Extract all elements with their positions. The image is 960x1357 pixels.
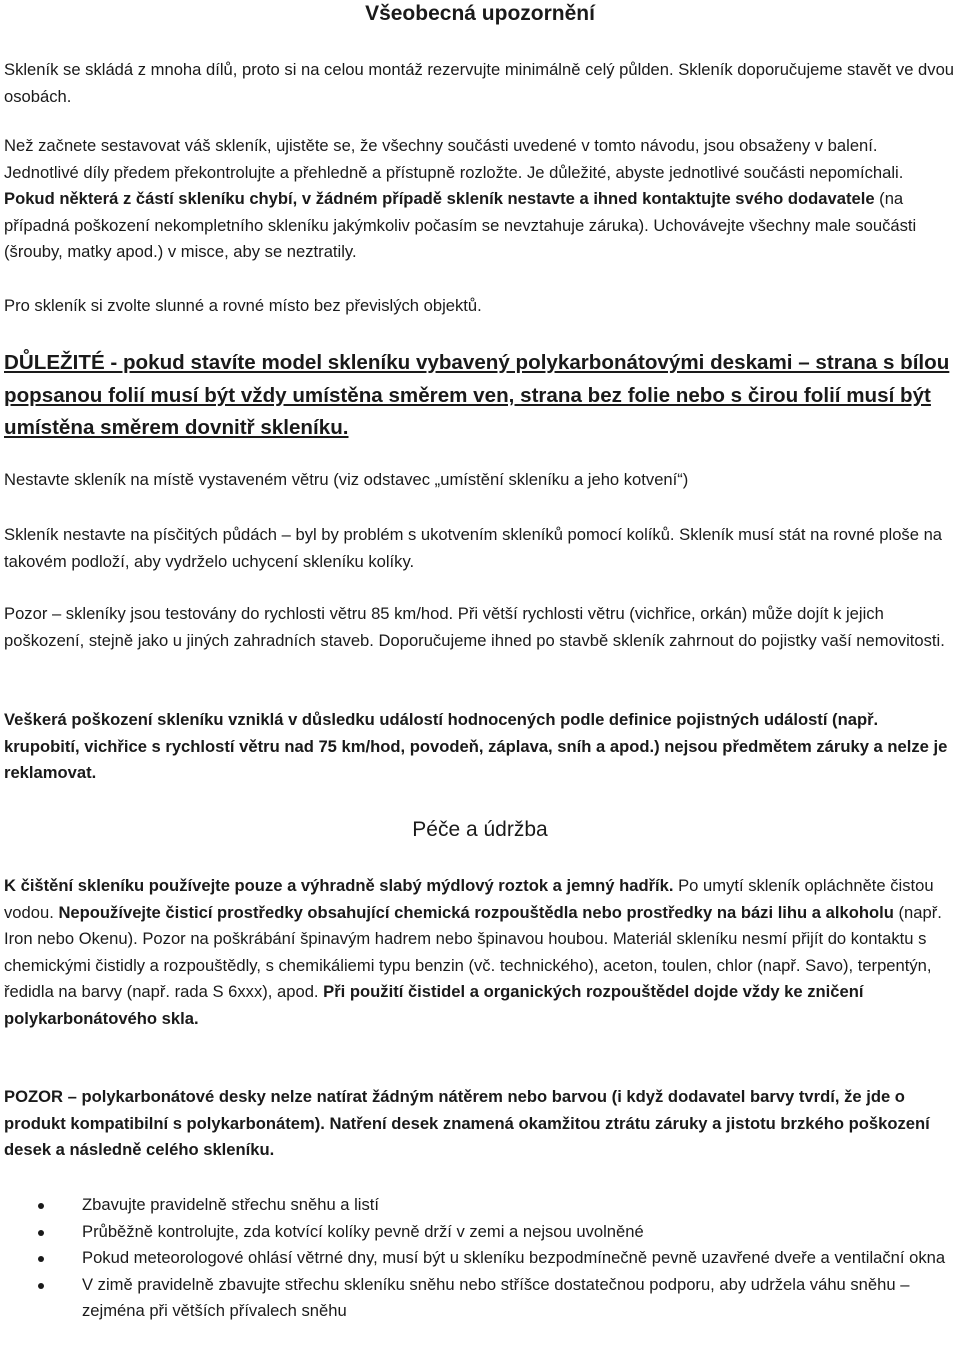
paragraph-location: Pro skleník si zvolte slunné a rovné místo bez převislých objektů. <box>4 296 482 315</box>
no-chemicals-warning: Nepoužívejte čisticí prostředky obsahující chemická rozpouštědla nebo prostředky na bázi lihu a alkoholu <box>58 902 894 922</box>
heading-care-maintenance: Péče a údržba <box>412 818 548 841</box>
paragraph-no-paint: POZOR – polykarbonátové desky nelze natírat žádným nátěrem nebo barvou (i když dodavatel barvy tvrdí, že jde o produkt kompatibilní s polykarbonátem). Natření desek znamená okamžitou ztrátu záruky a jistotu brzkého poškození desek a následně celého skleníku. <box>4 1087 930 1160</box>
list-item <box>4 1192 956 1219</box>
list-item-text: V zimě pravidelně zbavujte střechu skleníku sněhu nebo stříšce dostatečnou podporu, aby udržela váhu sněhu – zejména při větších přívalech sněhu <box>82 1274 910 1321</box>
paragraph-wind-speed: Pozor – skleníky jsou testovány do rychlosti větru 85 km/hod. Při větší rychlosti větru (vichřice, orkán) může dojít k jejich poškození, stejně jako u jiných zahradních staveb. Doporučujeme ihned po stavbě skleník zahrnout do pojistky vaší nemovitosti. <box>4 604 945 650</box>
paragraph-assembly-time: Skleník se skládá z mnoha dílů, proto si na celou montáž rezervujte minimálně celý půlden. Skleník doporučujeme stavět ve dvou osobách. <box>4 60 955 106</box>
paragraph-check-parts <box>4 133 956 266</box>
bullet-icon <box>38 1256 44 1262</box>
rinse-instruction: Po umytí skleník opláchněte čistou vodou. <box>4 876 934 922</box>
paragraph-cleaning <box>4 873 956 1033</box>
important-polycarbonate-notice: DŮLEŽITÉ - pokud stavíte model skleníku vybavený polykarbonátovými deskami – strana s bílou popsanou folií musí být vždy umístěna směrem ven, strana bez folie nebo s čirou folií musí být umístěna směrem dovnitř skleníku. <box>4 351 950 440</box>
missing-parts-warning: Pokud některá z částí skleníku chybí, v žádném případě skleník nestavte a ihned kontaktujte svého dodavatele <box>4 189 875 209</box>
damage-warning: Při použití čistidel a organických rozpouštědel dojde vždy ke zničení polykarbonátového skla. <box>4 982 864 1028</box>
paragraph-wind: Nestavte skleník na místě vystaveném větru (viz odstavec „umístění skleníku a jeho kotvení“) <box>4 470 689 489</box>
heading-general-warnings: Všeobecná upozornění <box>365 2 595 25</box>
list-item <box>4 1272 956 1325</box>
paragraph-insurance: Veškerá poškození skleníku vzniklá v důsledku událostí hodnocených podle definice pojistných událostí (např. krupobití, vichřice s rychlostí větru nad 75 km/hod, povodeň, záplava, sníh a apod.) nejsou předmětem záruky a nelze je reklamovat. <box>4 710 948 783</box>
maintenance-bullet-list <box>4 1192 956 1325</box>
list-item-text: Pokud meteorologové ohlásí větrné dny, musí být u skleníku bezpodmínečně pevně uzavřené dveře a ventilační okna <box>82 1248 946 1268</box>
list-item <box>4 1219 956 1246</box>
paragraph-sandy-soil: Skleník nestavte na písčitých půdách – byl by problém s ukotvením skleníků pomocí kolíků. Skleník musí stát na rovné ploše na takovém podloží, aby vydrželo uchycení skleníku kolíky. <box>4 525 943 571</box>
list-item-text: Zbavujte pravidelně střechu sněhu a listí <box>82 1195 380 1214</box>
bullet-icon <box>38 1203 44 1209</box>
list-item <box>4 1245 956 1272</box>
bullet-icon <box>38 1283 44 1289</box>
check-parts-text: Než začnete sestavovat váš skleník, ujistěte se, že všechny součásti uvedené v tomto návodu, jsou obsaženy v balení. Jednotlivé díly předem překontrolujte a přehledně a přístupně rozložte. Je důležité, abyste jednotlivé součásti nepomíchali. <box>4 136 904 182</box>
chemicals-examples: (např. Iron nebo Okenu). Pozor na poškrábání špinavým hadrem nebo špinavou houbou. Materiál skleníku nesmí přijít do kontaktu s chemickými čistidly a rozpouštědly, s chemikáliemi typu benzin (vč. technického), aceton, toulen, chlor (např. Savo), terpentýn, ředidla na barvy (např. rada S 6xxx), apod. <box>4 902 942 1002</box>
bullet-icon <box>38 1230 44 1236</box>
missing-parts-note: (na případná poškození nekompletního skleníku jakýmkoliv počasím se nevztahuje záruka). Uchovávejte všechny male součásti (šrouby, matky apod.) v misce, aby se neztratily. <box>4 189 917 262</box>
list-item-text: Průběžně kontrolujte, zda kotvící kolíky pevně drží v zemi a nejsou uvolněné <box>82 1221 644 1241</box>
cleaning-instruction: K čištění skleníku používejte pouze a výhradně slabý mýdlový roztok a jemný hadřík. <box>4 876 674 895</box>
